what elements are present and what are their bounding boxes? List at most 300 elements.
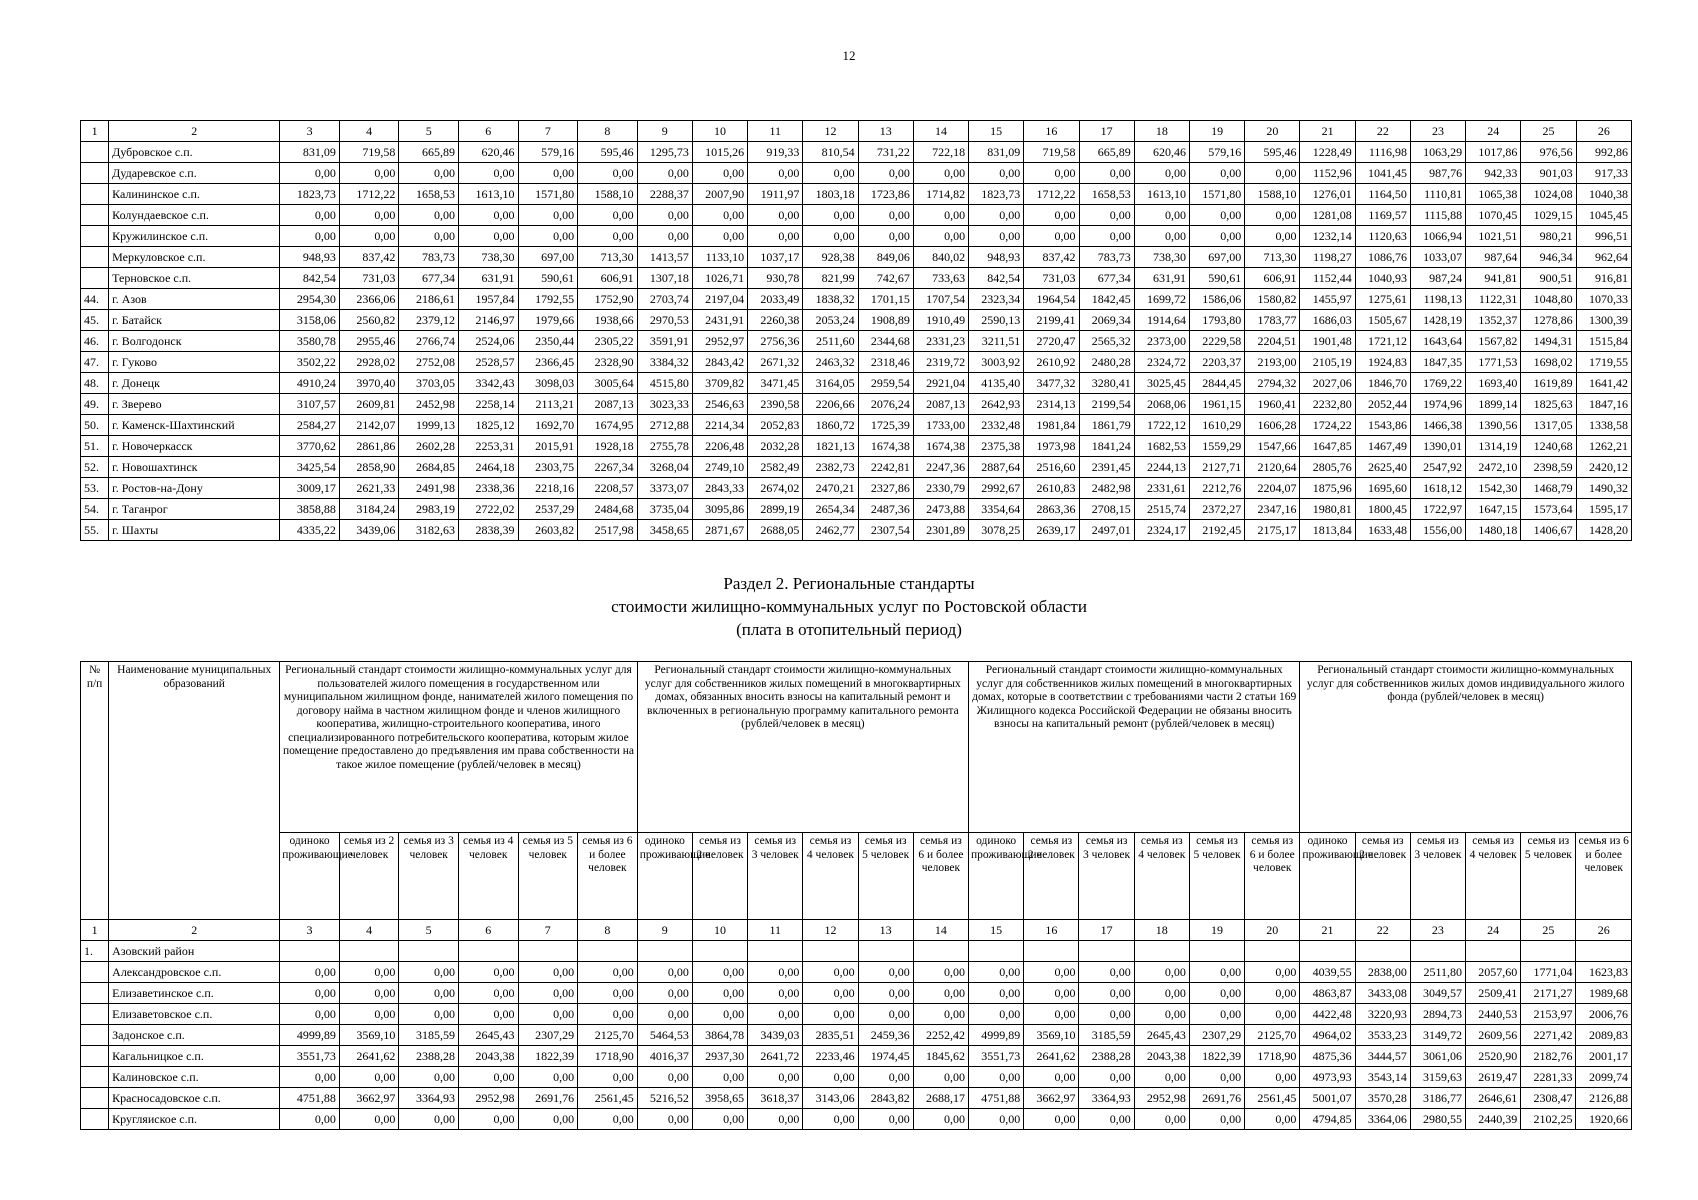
value-cell: 3149,72	[1410, 1025, 1465, 1046]
value-cell: 0,00	[339, 226, 399, 247]
value-cell: 2794,32	[1245, 373, 1300, 394]
value-cell: 987,24	[1410, 268, 1465, 289]
value-cell: 2703,74	[637, 289, 692, 310]
value-cell: 2565,32	[1079, 331, 1134, 352]
value-cell: 0,00	[692, 983, 747, 1004]
value-cell: 2645,43	[458, 1025, 518, 1046]
value-cell: 0,00	[339, 983, 399, 1004]
value-cell: 713,30	[578, 247, 638, 268]
value-cell: 3709,82	[692, 373, 747, 394]
value-cell: 2537,29	[518, 499, 578, 520]
column-number: 6	[458, 920, 518, 941]
value-cell: 4039,55	[1300, 962, 1355, 983]
value-cell: 1674,38	[858, 436, 913, 457]
value-cell: 1911,97	[748, 184, 803, 205]
header-name: Наименование муниципальных образований	[109, 662, 280, 920]
value-cell: 606,91	[1245, 268, 1300, 289]
value-cell: 1276,01	[1300, 184, 1355, 205]
value-cell: 0,00	[518, 983, 578, 1004]
value-cell: 2609,56	[1466, 1025, 1521, 1046]
value-cell: 1017,86	[1466, 142, 1521, 163]
value-cell: 579,16	[1190, 142, 1245, 163]
value-cell: 1021,51	[1466, 226, 1521, 247]
value-cell: 0,00	[399, 1004, 459, 1025]
value-cell: 1281,08	[1300, 205, 1355, 226]
column-number: 12	[803, 920, 858, 941]
value-cell: 2126,88	[1576, 1088, 1632, 1109]
value-cell: 1198,13	[1410, 289, 1465, 310]
municipality-name: Кругляиское с.п.	[109, 1109, 280, 1130]
value-cell	[1079, 941, 1134, 962]
row-number	[81, 142, 109, 163]
municipality-name: Калиновское с.п.	[109, 1067, 280, 1088]
value-cell: 4135,40	[969, 373, 1024, 394]
value-cell: 2619,47	[1466, 1067, 1521, 1088]
value-cell: 3220,93	[1355, 1004, 1410, 1025]
value-cell: 677,34	[1079, 268, 1134, 289]
column-number: 22	[1355, 920, 1410, 941]
value-cell: 2328,90	[578, 352, 638, 373]
table-row	[81, 226, 1632, 247]
value-cell: 1957,84	[458, 289, 518, 310]
value-cell: 1695,60	[1355, 478, 1410, 499]
value-cell: 713,30	[1245, 247, 1300, 268]
column-number: 25	[1521, 920, 1576, 941]
value-cell: 2242,81	[858, 457, 913, 478]
value-cell: 1641,42	[1576, 373, 1631, 394]
value-cell: 0,00	[1245, 1109, 1300, 1130]
value-cell: 2511,60	[803, 331, 858, 352]
value-cell: 1658,53	[399, 184, 459, 205]
value-cell	[578, 941, 638, 962]
value-cell: 1428,20	[1576, 520, 1631, 541]
value-cell: 1623,83	[1576, 962, 1632, 983]
value-cell: 606,91	[578, 268, 638, 289]
column-number: 11	[748, 920, 803, 941]
value-cell: 2584,27	[280, 415, 340, 436]
row-number	[81, 1067, 109, 1088]
row-number: 48.	[81, 373, 109, 394]
value-cell: 2125,70	[578, 1025, 638, 1046]
value-cell: 1823,73	[280, 184, 340, 205]
value-cell: 1693,40	[1466, 373, 1521, 394]
value-cell: 3354,64	[969, 499, 1024, 520]
value-cell: 2464,18	[458, 457, 518, 478]
value-cell: 0,00	[1134, 1004, 1189, 1025]
value-cell: 0,00	[637, 163, 692, 184]
value-cell: 2232,80	[1300, 394, 1355, 415]
table-row	[81, 499, 1632, 520]
value-cell: 1066,94	[1410, 226, 1465, 247]
value-cell: 2214,34	[692, 415, 747, 436]
value-cell: 2952,97	[692, 331, 747, 352]
row-number: 44.	[81, 289, 109, 310]
value-cell: 0,00	[748, 163, 803, 184]
value-cell: 2218,16	[518, 478, 578, 499]
value-cell: 0,00	[339, 962, 399, 983]
value-cell: 1974,96	[1410, 394, 1465, 415]
value-cell: 2720,47	[1024, 331, 1079, 352]
header-group-3: Региональный стандарт стоимости жилищно-коммунальных услуг для собственников жилых помещений в многоквартирных домах, которые в соответствии с требованиями части 2 статьи 169 Жилищного кодекса Российской Федерации не обязаны вносить взносы на капитальный ремонт (рублей/человек в месяц)	[969, 662, 1300, 833]
value-cell: 4973,93	[1300, 1067, 1355, 1088]
municipality-name: Задонское с.п.	[109, 1025, 280, 1046]
value-cell: 2484,68	[578, 499, 638, 520]
row-number	[81, 1046, 109, 1067]
value-cell: 0,00	[1189, 1109, 1244, 1130]
value-cell: 0,00	[1134, 983, 1189, 1004]
value-cell: 2208,57	[578, 478, 638, 499]
value-cell: 0,00	[280, 163, 340, 184]
header-sub: семья из 6 и более человек	[1245, 833, 1300, 920]
value-cell	[1576, 941, 1632, 962]
value-cell: 0,00	[1024, 1067, 1079, 1088]
header-sub: одиноко проживающие	[280, 833, 340, 920]
value-cell: 1961,15	[1190, 394, 1245, 415]
value-cell: 1838,32	[803, 289, 858, 310]
value-cell: 2197,04	[692, 289, 747, 310]
value-cell: 0,00	[803, 1109, 858, 1130]
row-number: 55.	[81, 520, 109, 541]
value-cell: 2366,45	[518, 352, 578, 373]
value-cell: 5216,52	[637, 1088, 692, 1109]
value-cell: 2487,36	[858, 499, 913, 520]
value-cell: 4335,22	[280, 520, 340, 541]
table-row	[81, 415, 1632, 436]
value-cell: 0,00	[518, 1067, 578, 1088]
municipality-name: Меркуловское с.п.	[109, 247, 280, 268]
column-number: 11	[748, 121, 803, 142]
value-cell: 1771,53	[1466, 352, 1521, 373]
table-row	[81, 436, 1632, 457]
value-cell: 3364,06	[1355, 1109, 1410, 1130]
municipality-name: Дударевское с.п.	[109, 163, 280, 184]
value-cell: 0,00	[748, 983, 803, 1004]
value-cell: 1547,66	[1245, 436, 1300, 457]
value-cell: 0,00	[858, 983, 913, 1004]
value-cell: 2524,06	[458, 331, 518, 352]
value-cell: 1169,57	[1355, 205, 1410, 226]
column-number: 24	[1466, 121, 1521, 142]
row-number	[81, 962, 109, 983]
value-cell: 0,00	[692, 226, 747, 247]
value-cell: 0,00	[518, 205, 578, 226]
value-cell: 2007,90	[692, 184, 747, 205]
value-cell: 0,00	[280, 962, 340, 983]
value-cell: 0,00	[280, 1067, 340, 1088]
column-number: 19	[1189, 920, 1244, 941]
value-cell: 2327,86	[858, 478, 913, 499]
value-cell: 1910,49	[913, 310, 968, 331]
column-number: 10	[692, 920, 747, 941]
value-cell: 1707,54	[913, 289, 968, 310]
value-cell: 4515,80	[637, 373, 692, 394]
value-cell: 0,00	[969, 1109, 1024, 1130]
value-cell: 2642,93	[969, 394, 1024, 415]
value-cell: 1573,64	[1521, 499, 1576, 520]
value-cell: 0,00	[969, 983, 1024, 1004]
value-cell: 1722,12	[1134, 415, 1189, 436]
municipality-name: г. Гуково	[109, 352, 280, 373]
value-cell: 3570,28	[1355, 1088, 1410, 1109]
value-cell: 0,00	[913, 226, 968, 247]
value-cell: 2590,13	[969, 310, 1024, 331]
table-row	[81, 1088, 1632, 1109]
value-cell: 2480,28	[1079, 352, 1134, 373]
value-cell: 1823,73	[969, 184, 1024, 205]
value-cell: 976,56	[1521, 142, 1576, 163]
value-cell: 901,03	[1521, 163, 1576, 184]
value-cell: 2330,79	[913, 478, 968, 499]
value-cell: 2366,06	[339, 289, 399, 310]
header-sub: семья из 2 человек	[339, 833, 399, 920]
value-cell: 697,00	[1190, 247, 1245, 268]
value-cell: 0,00	[339, 205, 399, 226]
value-cell: 3433,08	[1355, 983, 1410, 1004]
value-cell: 2171,27	[1521, 983, 1576, 1004]
value-cell: 0,00	[578, 983, 638, 1004]
column-number: 4	[339, 920, 399, 941]
value-cell: 2032,28	[748, 436, 803, 457]
value-cell: 0,00	[1024, 1109, 1079, 1130]
value-cell: 3439,03	[748, 1025, 803, 1046]
value-cell: 2350,44	[518, 331, 578, 352]
value-cell: 0,00	[1190, 163, 1245, 184]
value-cell: 928,38	[803, 247, 858, 268]
table-row	[81, 205, 1632, 226]
value-cell: 0,00	[637, 983, 692, 1004]
row-number: 51.	[81, 436, 109, 457]
value-cell: 0,00	[1134, 226, 1189, 247]
value-cell: 1480,18	[1466, 520, 1521, 541]
value-cell: 0,00	[1134, 962, 1189, 983]
value-cell: 2560,82	[339, 310, 399, 331]
value-cell: 3958,65	[692, 1088, 747, 1109]
value-cell: 0,00	[1024, 1004, 1079, 1025]
value-cell: 0,00	[692, 205, 747, 226]
value-cell: 0,00	[1079, 962, 1134, 983]
value-cell: 1041,45	[1355, 163, 1410, 184]
value-cell: 0,00	[518, 962, 578, 983]
value-cell: 0,00	[1079, 226, 1134, 247]
value-cell: 3858,88	[280, 499, 340, 520]
value-cell: 2247,36	[913, 457, 968, 478]
value-cell: 2561,45	[578, 1088, 638, 1109]
value-cell: 0,00	[969, 163, 1024, 184]
value-cell: 2835,51	[803, 1025, 858, 1046]
column-number: 14	[913, 121, 968, 142]
value-cell: 0,00	[858, 1109, 913, 1130]
value-cell: 2547,92	[1410, 457, 1465, 478]
header-sub: семья из 4 человек	[1134, 833, 1189, 920]
value-cell: 3384,32	[637, 352, 692, 373]
value-cell: 2391,45	[1079, 457, 1134, 478]
value-cell: 1875,96	[1300, 478, 1355, 499]
value-cell: 1571,80	[1190, 184, 1245, 205]
value-cell: 2838,00	[1355, 962, 1410, 983]
header-sub: семья из 3 человек	[748, 833, 803, 920]
value-cell	[692, 941, 747, 962]
value-cell: 3023,33	[637, 394, 692, 415]
value-cell: 1307,18	[637, 268, 692, 289]
table-row	[81, 394, 1632, 415]
row-number: 54.	[81, 499, 109, 520]
value-cell: 2894,73	[1410, 1004, 1465, 1025]
value-cell: 2199,41	[1024, 310, 1079, 331]
value-cell: 595,46	[1245, 142, 1300, 163]
value-cell: 3095,86	[692, 499, 747, 520]
value-cell: 2229,58	[1190, 331, 1245, 352]
value-cell: 0,00	[969, 205, 1024, 226]
value-cell: 1724,22	[1300, 415, 1355, 436]
column-number: 3	[280, 121, 340, 142]
value-cell: 0,00	[458, 1109, 518, 1130]
value-cell: 1981,84	[1024, 415, 1079, 436]
value-cell: 1198,27	[1300, 247, 1355, 268]
table-row	[81, 983, 1632, 1004]
value-cell: 2307,29	[1189, 1025, 1244, 1046]
table-row	[81, 289, 1632, 310]
value-cell: 0,00	[969, 1004, 1024, 1025]
table-row	[81, 962, 1632, 983]
column-number: 26	[1576, 121, 1631, 142]
value-cell: 2057,60	[1466, 962, 1521, 983]
table-continued	[80, 120, 1632, 541]
value-cell: 0,00	[692, 962, 747, 983]
value-cell: 1846,70	[1355, 373, 1410, 394]
value-cell: 0,00	[1134, 163, 1189, 184]
column-number: 19	[1190, 121, 1245, 142]
value-cell: 3185,59	[1079, 1025, 1134, 1046]
header-sub: семья из 5 человек	[1521, 833, 1576, 920]
value-cell: 0,00	[748, 226, 803, 247]
value-cell: 2260,38	[748, 310, 803, 331]
value-cell: 0,00	[458, 226, 518, 247]
value-cell: 2955,46	[339, 331, 399, 352]
value-cell: 3098,03	[518, 373, 578, 394]
value-cell: 2844,45	[1190, 373, 1245, 394]
value-cell: 2375,38	[969, 436, 1024, 457]
value-cell: 0,00	[1024, 983, 1079, 1004]
value-cell: 1232,14	[1300, 226, 1355, 247]
column-number: 2	[109, 920, 280, 941]
value-cell: 2281,33	[1521, 1067, 1576, 1088]
value-cell: 1908,89	[858, 310, 913, 331]
value-cell: 1295,73	[637, 142, 692, 163]
value-cell: 620,46	[1134, 142, 1189, 163]
value-cell: 0,00	[969, 1067, 1024, 1088]
value-cell	[803, 941, 858, 962]
value-cell: 2674,02	[748, 478, 803, 499]
value-cell: 1542,30	[1466, 478, 1521, 499]
section-title-line2: стоимости жилищно-коммунальных услуг по Ростовской области	[611, 597, 1087, 616]
value-cell: 0,00	[339, 1067, 399, 1088]
municipality-name: Елизаветинское с.п.	[109, 983, 280, 1004]
value-cell: 2517,98	[578, 520, 638, 541]
value-cell: 2928,02	[339, 352, 399, 373]
value-cell	[1189, 941, 1244, 962]
header-num: № п/п	[81, 662, 109, 920]
value-cell: 1390,56	[1466, 415, 1521, 436]
value-cell: 579,16	[518, 142, 578, 163]
value-cell: 1960,41	[1245, 394, 1300, 415]
value-cell: 0,00	[578, 163, 638, 184]
value-cell: 1063,29	[1410, 142, 1465, 163]
value-cell: 3502,22	[280, 352, 340, 373]
value-cell: 1692,70	[518, 415, 578, 436]
value-cell: 2087,13	[578, 394, 638, 415]
value-cell: 2863,36	[1024, 499, 1079, 520]
value-cell: 1466,38	[1410, 415, 1465, 436]
value-cell: 2858,90	[339, 457, 399, 478]
header-sub: семья из 3 человек	[1079, 833, 1134, 920]
column-number: 8	[578, 920, 638, 941]
municipality-name: г. Новочеркасск	[109, 436, 280, 457]
value-cell	[969, 941, 1024, 962]
column-number: 13	[858, 920, 913, 941]
table-row	[81, 247, 1632, 268]
value-cell: 2125,70	[1245, 1025, 1300, 1046]
value-cell: 941,81	[1466, 268, 1521, 289]
value-cell: 1580,82	[1245, 289, 1300, 310]
value-cell: 3211,51	[969, 331, 1024, 352]
table-row	[81, 1004, 1632, 1025]
value-cell: 0,00	[1189, 962, 1244, 983]
value-cell: 1588,10	[1245, 184, 1300, 205]
municipality-name: Елизаветовское с.п.	[109, 1004, 280, 1025]
value-cell: 0,00	[1245, 983, 1300, 1004]
column-number: 7	[518, 121, 578, 142]
value-cell: 3159,63	[1410, 1067, 1465, 1088]
value-cell: 0,00	[339, 1109, 399, 1130]
column-number: 9	[637, 920, 692, 941]
value-cell: 2654,34	[803, 499, 858, 520]
value-cell: 0,00	[803, 226, 858, 247]
value-cell: 1825,63	[1521, 394, 1576, 415]
value-cell: 2843,82	[858, 1088, 913, 1109]
value-cell: 1845,62	[913, 1046, 968, 1067]
value-cell: 2516,60	[1024, 457, 1079, 478]
value-cell: 1847,16	[1576, 394, 1631, 415]
municipality-name: г. Таганрог	[109, 499, 280, 520]
value-cell: 831,09	[280, 142, 340, 163]
value-cell: 1045,45	[1576, 205, 1631, 226]
value-cell: 0,00	[1245, 1067, 1300, 1088]
value-cell: 1543,86	[1355, 415, 1410, 436]
value-cell: 1964,54	[1024, 289, 1079, 310]
column-number: 17	[1079, 920, 1134, 941]
value-cell: 3364,93	[399, 1088, 459, 1109]
value-cell: 3580,78	[280, 331, 340, 352]
value-cell	[1410, 941, 1465, 962]
value-cell: 0,00	[748, 205, 803, 226]
value-cell: 1228,49	[1300, 142, 1355, 163]
value-cell: 3551,73	[969, 1046, 1024, 1067]
value-cell: 0,00	[803, 1067, 858, 1088]
value-cell: 0,00	[969, 962, 1024, 983]
value-cell: 0,00	[518, 1109, 578, 1130]
value-cell: 919,33	[748, 142, 803, 163]
header-sub: семья из 2 человек	[1355, 833, 1410, 920]
value-cell: 0,00	[518, 1004, 578, 1025]
value-cell: 0,00	[748, 962, 803, 983]
value-cell: 2305,22	[578, 331, 638, 352]
value-cell: 3268,04	[637, 457, 692, 478]
value-cell: 2390,58	[748, 394, 803, 415]
value-cell: 3164,05	[803, 373, 858, 394]
value-cell: 2937,30	[692, 1046, 747, 1067]
value-cell: 2641,72	[748, 1046, 803, 1067]
value-cell: 2318,46	[858, 352, 913, 373]
